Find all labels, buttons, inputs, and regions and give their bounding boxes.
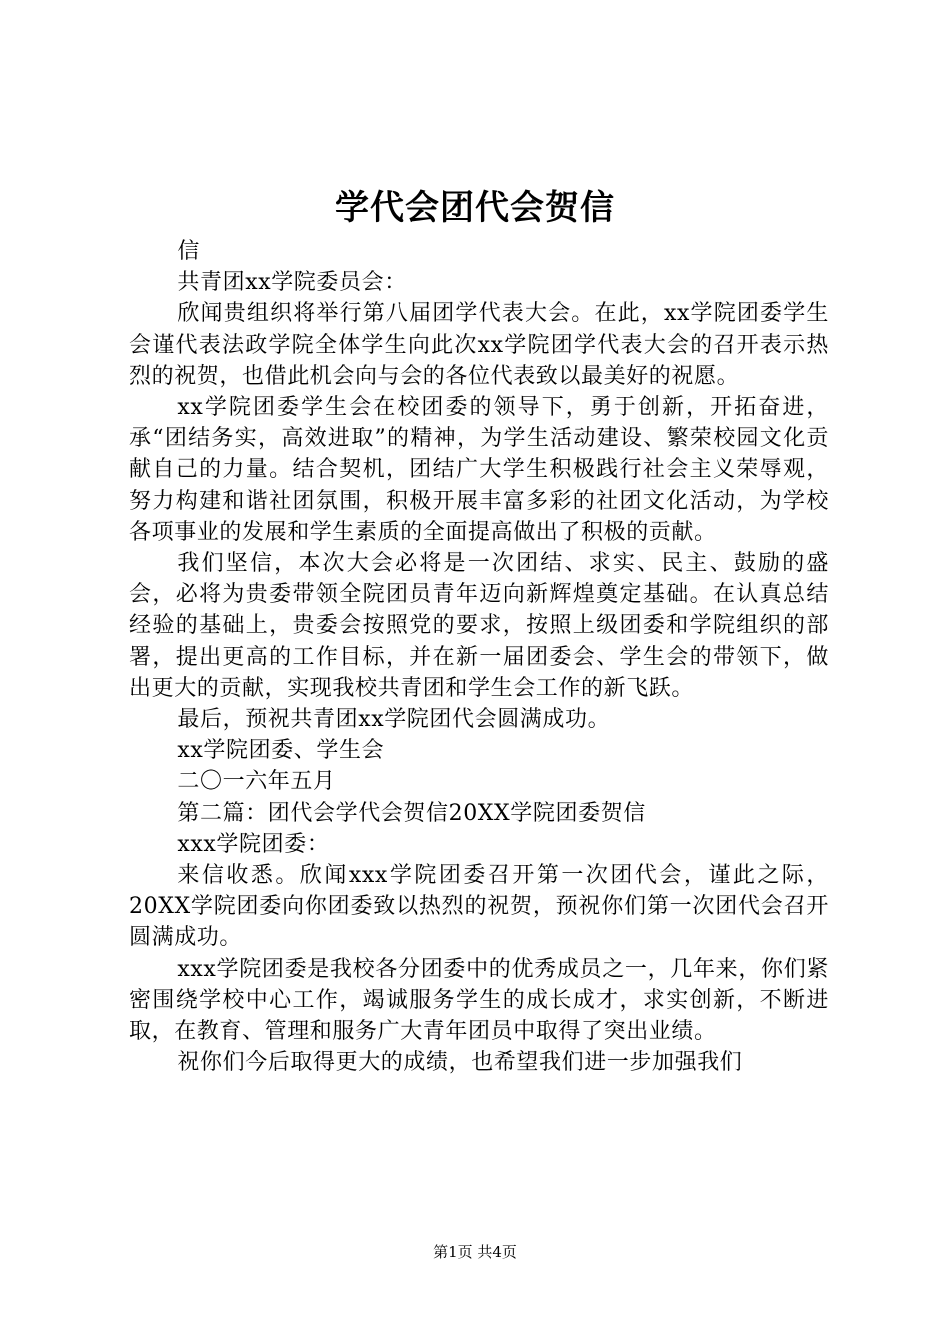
paragraph: 祝你们今后取得更大的成绩，也希望我们进一步加强我们: [177, 1050, 743, 1076]
document-title: 学代会团代会贺信: [335, 188, 615, 228]
page-footer: 第1页 共4页: [433, 1243, 517, 1261]
section-heading: 第二篇：团代会学代会贺信20XX学院团委贺信: [177, 800, 646, 826]
paragraph: 我们坚信，本次大会必将是一次团结、求实、民主、鼓励的盛会，必将为贵委带领全院团员青年迈向新辉煌奠定基础。在认真总结经验的基础上，贵委会按照党的要求，按照上级团委和学院组织的部署，提出更高的工作目标，并在新一届团委会、学生会的带领下，做出更大的贡献，实现我校共青团和学生会工作的新飞跃。: [129, 551, 829, 701]
salutation: xxx学院团委：: [177, 831, 330, 857]
paragraph: 欣闻贵组织将举行第八届团学代表大会。在此，xx学院团委学生会谨代表法政学院全体学生向此次xx学院团学代表大会的召开表示热烈的祝贺，也借此机会向与会的各位代表致以最美好的祝愿。: [129, 301, 829, 389]
signature-sender: xx学院团委、学生会: [177, 738, 385, 764]
salutation: 共青团xx学院委员会：: [177, 270, 407, 296]
signature-date: 二〇一六年五月: [177, 769, 336, 795]
paragraph: 信: [177, 239, 200, 264]
document-body: [129, 236, 829, 1078]
paragraph: 来信收悉。欣闻xxx学院团委召开第一次团代会，谨此之际，20XX学院团委向你团委致以热烈的祝贺，预祝你们第一次团代会召开圆满成功。: [129, 863, 829, 951]
paragraph: xxx学院团委是我校各分团委中的优秀成员之一，几年来，你们紧密围绕学校中心工作，竭诚服务学生的成长成才，求实创新，不断进取，在教育、管理和服务广大青年团员中取得了突出业绩。: [129, 956, 829, 1045]
paragraph: 最后，预祝共青团xx学院团代会圆满成功。: [177, 707, 611, 733]
paragraph: xx学院团委学生会在校团委的领导下，勇于创新，开拓奋进，承“团结务实，高效进取”的精神，为学生活动建设、繁荣校园文化贡献自己的力量。结合契机，团结广大学生积极践行社会主义荣辱观，努力构建和谐社团氛围，积极开展丰富多彩的社团文化活动，为学校各项事业的发展和学生素质的全面提高做出了积极的贡献。: [129, 395, 829, 545]
